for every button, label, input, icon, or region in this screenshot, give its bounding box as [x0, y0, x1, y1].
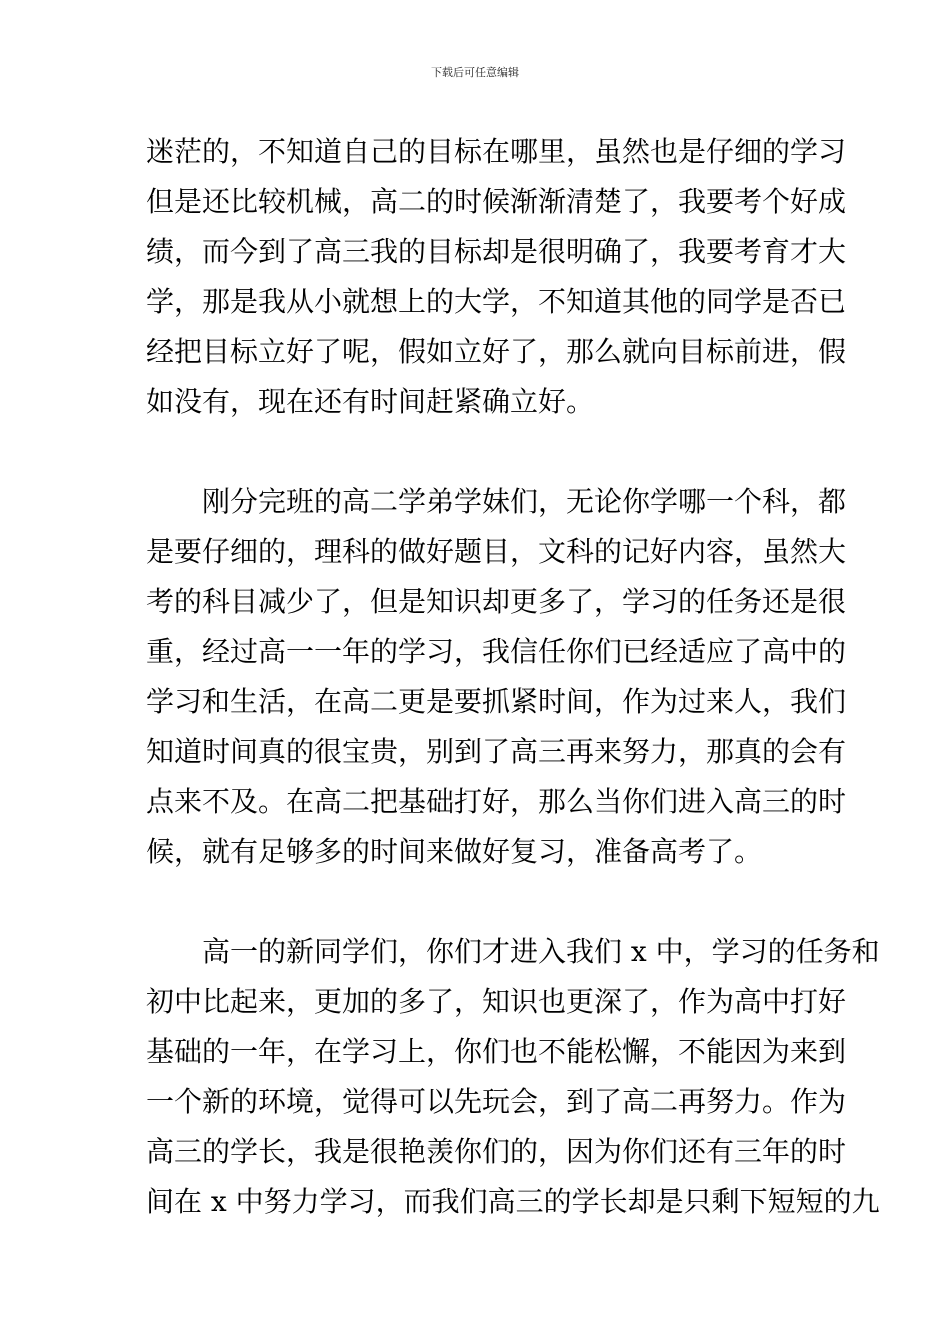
text-line: 但是还比较机械，高二的时候渐渐清楚了，我要考个好成 — [146, 185, 847, 218]
document-body — [146, 127, 880, 1227]
text-line: 初中比起来，更加的多了，知识也更深了，作为高中打好 — [146, 985, 847, 1018]
paragraph-2 — [146, 477, 847, 877]
text-line: 是要仔细的，理科的做好题目，文科的记好内容，虽然大 — [146, 535, 847, 568]
text-line: 基础的一年，在学习上，你们也不能松懈，不能因为来到 — [146, 1035, 847, 1068]
paragraph-spacer — [146, 877, 808, 927]
paragraph-spacer — [146, 427, 808, 477]
text-line: 学，那是我从小就想上的大学，不知道其他的同学是否已 — [146, 285, 847, 318]
text-line: 候，就有足够多的时间来做好复习，准备高考了。 — [146, 835, 763, 868]
text-line: 知道时间真的很宝贵，别到了高三再来努力，那真的会有 — [146, 735, 847, 768]
text-line: 间在 x 中努力学习，而我们高三的学长却是只剩下短短的九 — [146, 1185, 880, 1218]
text-line: 点来不及。在高二把基础打好，那么当你们进入高三的时 — [146, 785, 847, 818]
text-line: 考的科目减少了，但是知识却更多了，学习的任务还是很 — [146, 585, 847, 618]
text-line: 重，经过高一一年的学习，我信任你们已经适应了高中的 — [146, 635, 847, 668]
paragraph-3 — [146, 927, 880, 1227]
text-line: 高一的新同学们，你们才进入我们 x 中，学习的任务和 — [202, 935, 880, 968]
text-line: 刚分完班的高二学弟学妹们，无论你学哪一个科，都 — [202, 485, 847, 518]
paragraph-1 — [146, 127, 847, 427]
text-line: 绩，而今到了高三我的目标却是很明确了，我要考育才大 — [146, 235, 847, 268]
text-line: 一个新的环境，觉得可以先玩会，到了高二再努力。作为 — [146, 1085, 847, 1118]
page-header: 下载后可任意编辑 — [431, 66, 519, 79]
text-line: 高三的学长，我是很艳羡你们的，因为你们还有三年的时 — [146, 1135, 847, 1168]
text-line: 迷茫的，不知道自己的目标在哪里，虽然也是仔细的学习 — [146, 135, 847, 168]
text-line: 经把目标立好了呢，假如立好了，那么就向目标前进，假 — [146, 335, 847, 368]
text-line: 学习和生活，在高二更是要抓紧时间，作为过来人，我们 — [146, 685, 847, 718]
text-line: 如没有，现在还有时间赶紧确立好。 — [146, 385, 595, 418]
